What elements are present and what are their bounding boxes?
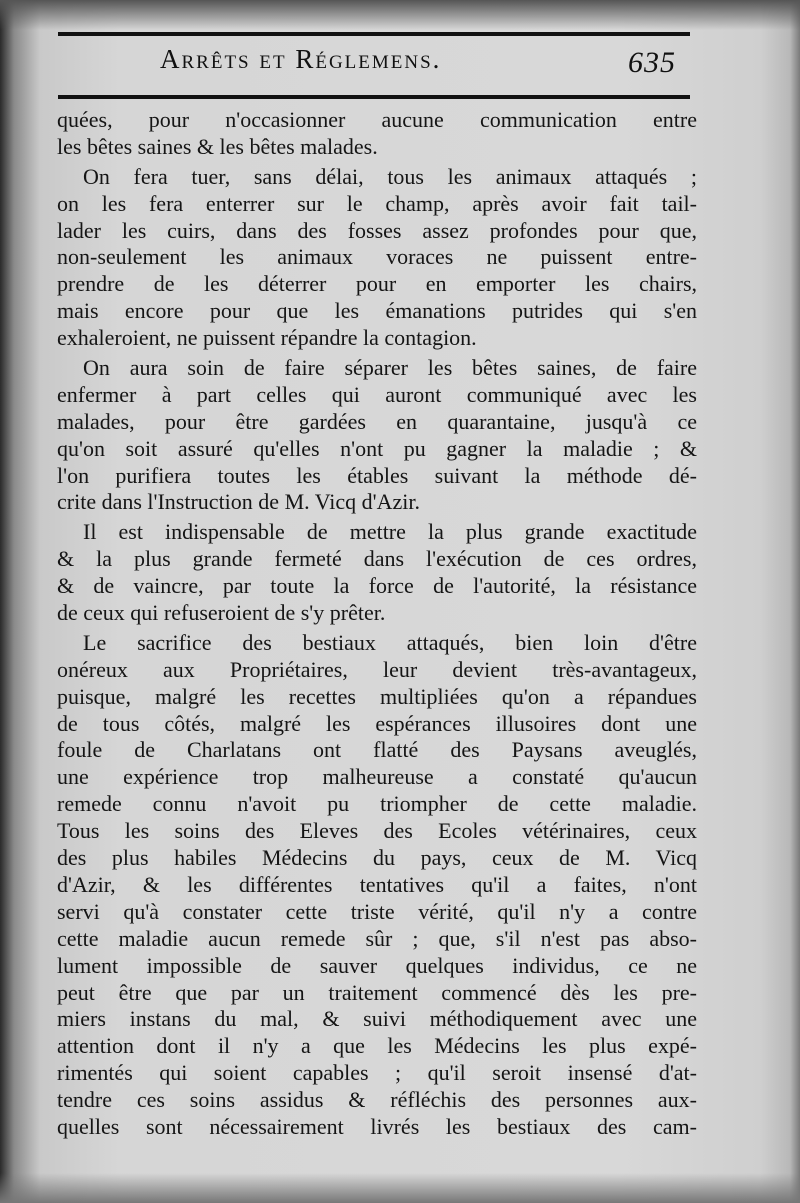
paragraph [57,355,697,516]
text-line: lument impossible de sauver quelques individus, ce ne [57,952,697,978]
text-line: quelles sont nécessairement livrés les bestiaux des cam- [57,1113,697,1139]
text-line: les bêtes saines & les bêtes malades. [57,133,378,159]
text-line: cette maladie aucun remede sûr ; que, s'il n'est pas abso- [57,925,697,951]
text-line: tendre ces soins assidus & réfléchis des personnes aux- [57,1087,697,1113]
text-line: non-seulement les animaux voraces ne puissent entre- [57,244,697,270]
text-line: foule de Charlatans ont flatté des Paysans aveuglés, [57,737,697,763]
text-line: & la plus grande fermeté dans l'exécution de ces ordres, [57,546,697,572]
text-line: miers instans du mal, & suivi méthodiquement avec une [57,1006,697,1032]
paragraph [57,107,697,161]
text-line: & de vaincre, par toute la force de l'autorité, la résistance [57,573,697,599]
header-rule-top [58,32,690,36]
text-line: malades, pour être gardées en quarantaine, jusqu'à ce [57,408,697,434]
paragraph [57,630,697,1141]
text-line: Tous les soins des Eleves des Ecoles vétérinaires, ceux [57,818,697,844]
text-line: On fera tuer, sans délai, tous les animaux attaqués ; [83,163,697,189]
text-line: l'on purifiera toutes les étables suivant la méthode dé- [57,462,697,488]
text-line: prendre de les déterrer pour en emporter les chairs, [57,271,697,297]
text-line: On aura soin de faire séparer les bêtes saines, de faire [83,355,697,381]
text-line: Il est indispensable de mettre la plus grande exactitude [83,519,697,545]
paragraph [57,519,697,627]
header-rule-bottom [58,95,690,99]
text-line: enfermer à part celles qui auront communiqué avec les [57,381,697,407]
body-text [57,107,697,1141]
paragraph [57,164,697,352]
text-line: lader les cuirs, dans des fosses assez profondes pour que, [57,217,697,243]
text-line: attention dont il n'y a que les Médecins les plus expé- [57,1033,697,1059]
page-number: 635 [628,46,676,79]
text-line: crite dans l'Instruction de M. Vicq d'Azir. [57,489,421,515]
text-line: des plus habiles Médecins du pays, ceux de M. Vicq [57,845,697,871]
text-line: on les fera enterrer sur le champ, après avoir fait tail- [57,190,697,216]
text-line: servi qu'à constater cette triste vérité, qu'il n'y a contre [57,898,697,924]
text-line: peut être que par un traitement commencé dès les pre- [57,979,697,1005]
text-line: d'Azir, & les différentes tentatives qu'il a faites, n'ont [57,871,697,897]
text-line: remede connu n'avoit pu triompher de cette maladie. [57,791,697,817]
text-line: Le sacrifice des bestiaux attaqués, bien loin d'être [83,629,697,655]
text-line: exhaleroient, ne puissent répandre la contagion. [57,325,477,351]
text-line: onéreux aux Propriétaires, leur devient très-avantageux, [57,656,697,682]
running-head: Arrêts et Réglemens. [160,44,442,74]
text-line: une expérience trop malheureuse a constaté qu'aucun [57,764,697,790]
text-line: qu'on soit assuré qu'elles n'ont pu gagner la maladie ; & [57,435,697,461]
text-line: quées, pour n'occasionner aucune communication entre [57,107,697,132]
text-line: rimentés qui soient capables ; qu'il seroit insensé d'at- [57,1060,697,1086]
text-line: de ceux qui refuseroient de s'y prêter. [57,600,386,626]
text-line: de tous côtés, malgré les espérances illusoires dont une [57,710,697,736]
text-line: mais encore pour que les émanations putrides qui s'en [57,298,697,324]
text-line: puisque, malgré les recettes multipliées qu'on a répandues [57,683,697,709]
